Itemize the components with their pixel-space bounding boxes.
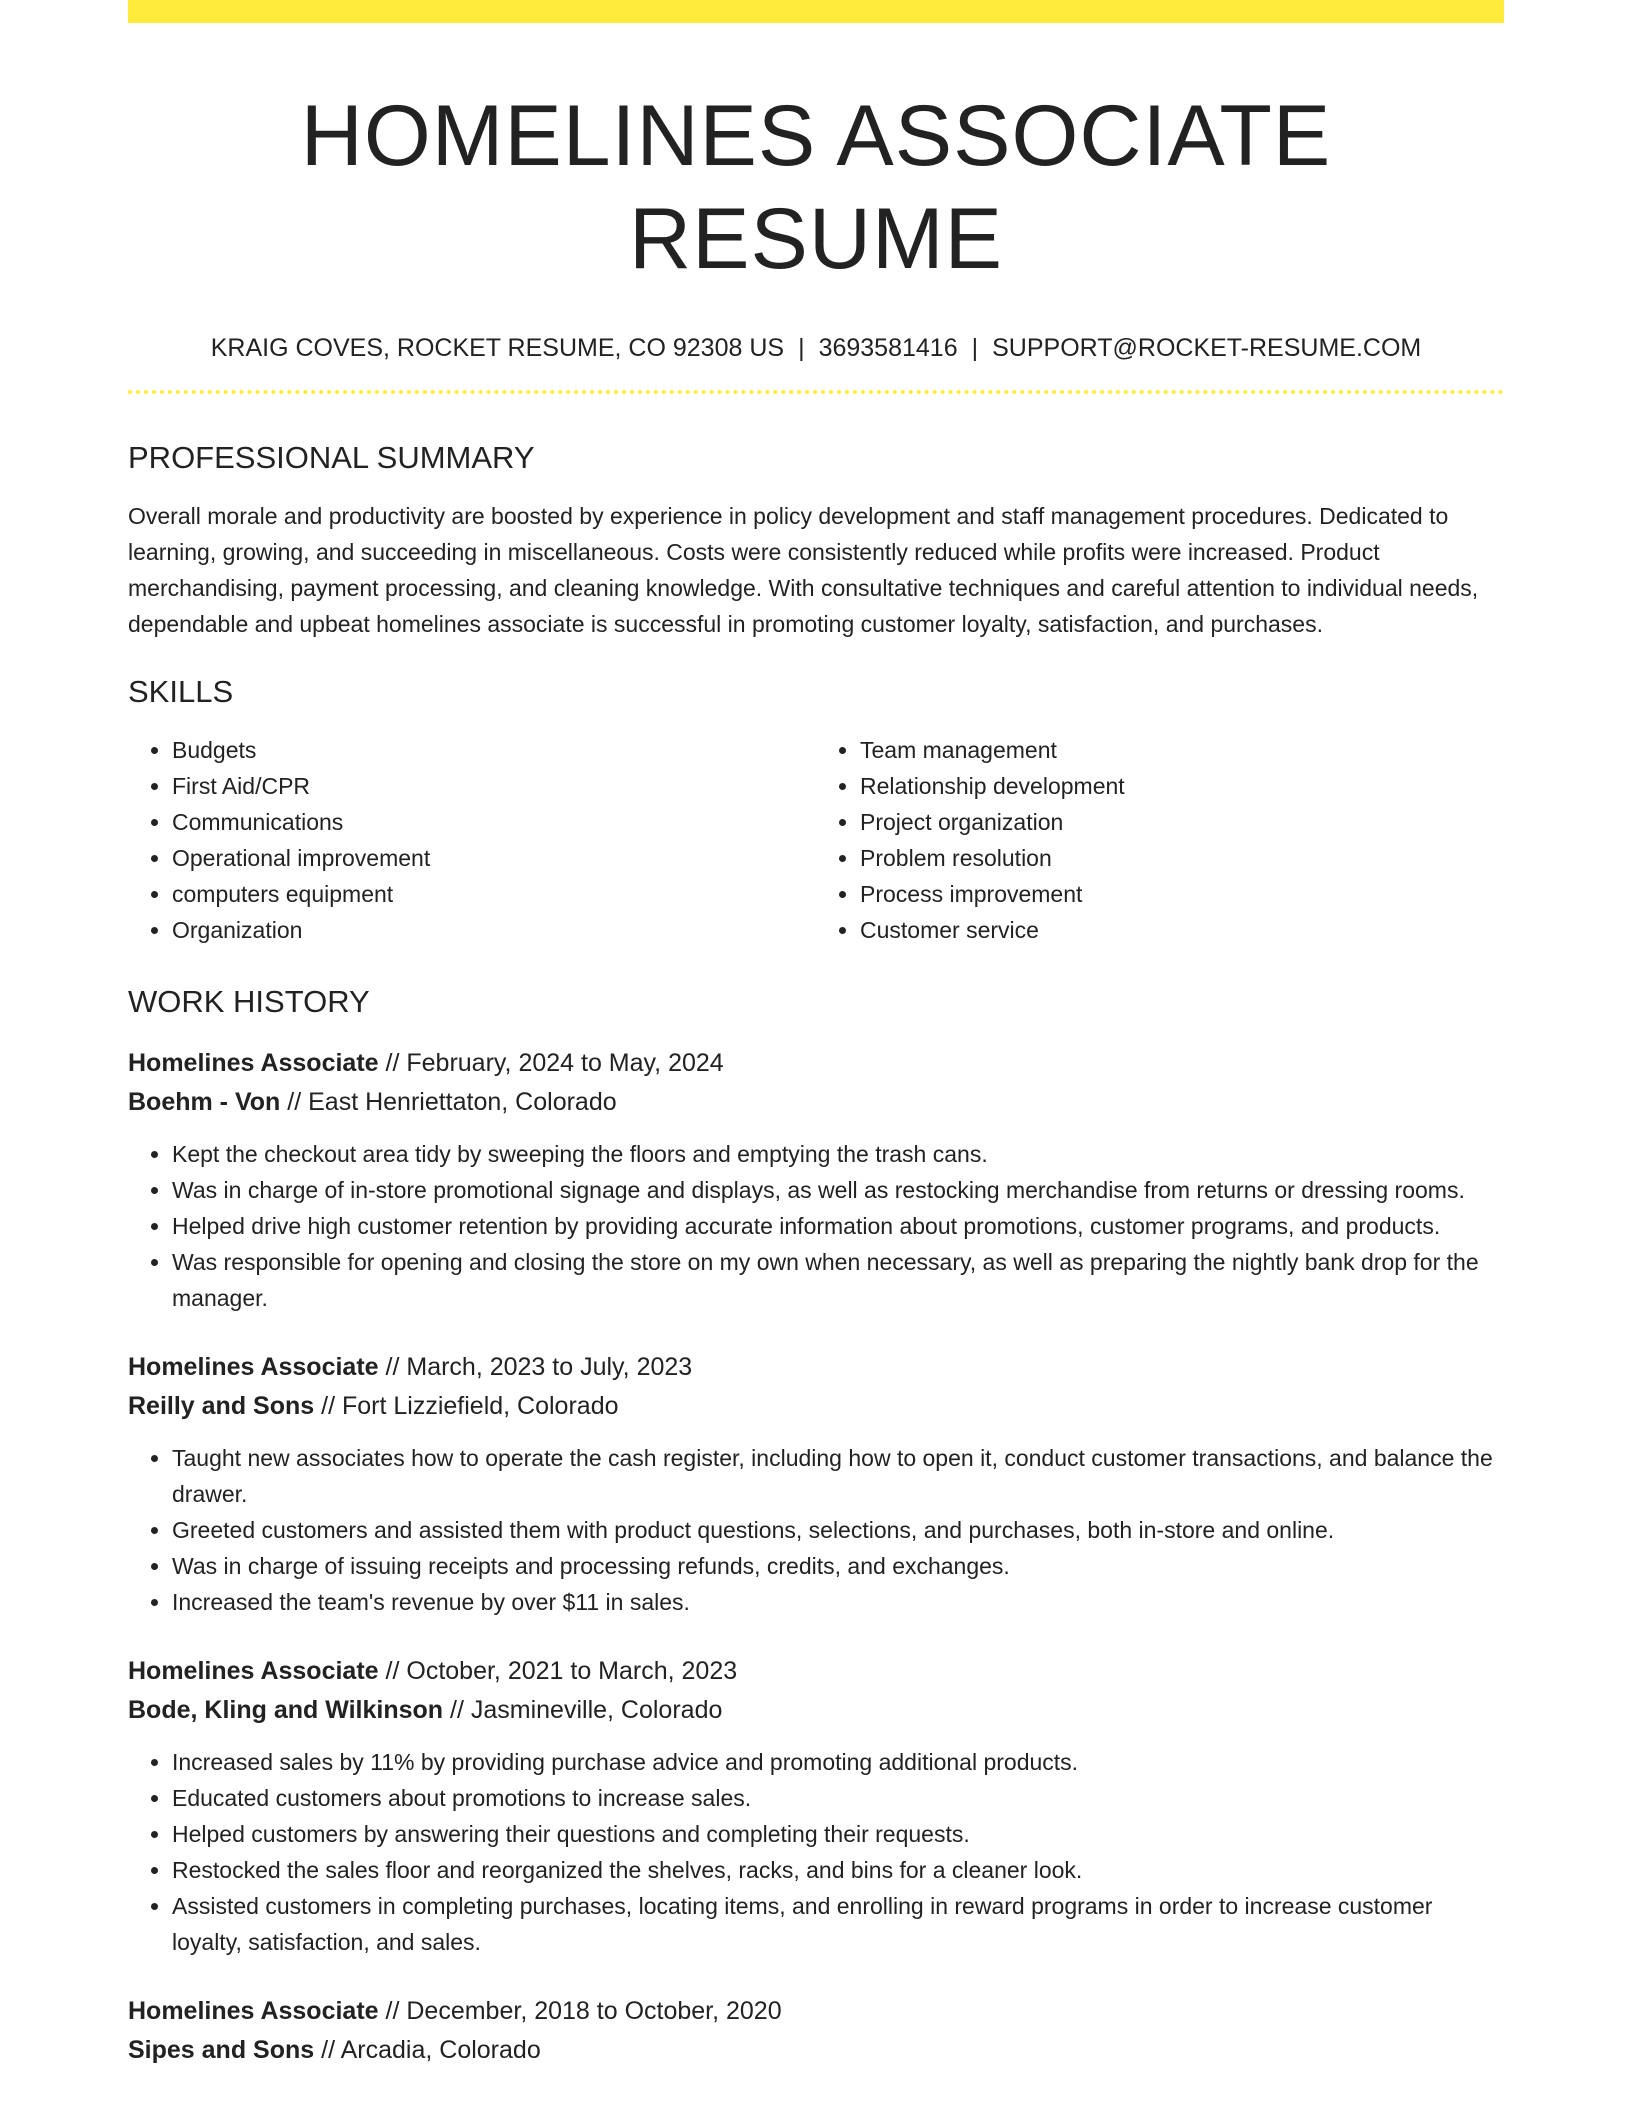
job-bullet: • Kept the checkout area tidy by sweeping the floors and emptying the trash cans. <box>172 1136 1504 1172</box>
job-bullet: • Increased the team's revenue by over $11 in sales. <box>172 1584 1504 1620</box>
summary-text: Overall morale and productivity are boosted by experience in policy development and staff management procedures. Dedicated to learning, growing, and succeeding in miscellaneous. Costs were consistently reduced while profits were increased. Product merchandising, payment processing, and cleaning knowledge. With consultative techniques and careful attention to individual needs, dependable and upbeat homelines associate is successful in promoting customer loyalty, satisfaction, and purchases. <box>128 503 1479 638</box>
job-bullet: • Increased sales by 11% by providing purchase advice and promoting additional products. <box>172 1744 1504 1780</box>
skill-item: • Customer service <box>860 912 1504 948</box>
skills-column-right <box>816 732 1504 948</box>
skill-item: • Operational improvement <box>172 840 816 876</box>
job-divider: // <box>321 2036 336 2065</box>
contact-line <box>128 333 1504 363</box>
skills-heading: SKILLS <box>128 674 234 710</box>
job-bullet: • Taught new associates how to operate the cash register, including how to open it, conduct customer transactions, and balance the drawer. <box>172 1440 1504 1512</box>
job-title-line <box>128 1348 1504 1387</box>
job-divider: // <box>385 1657 400 1686</box>
contact-phone: 3693581416 <box>818 334 958 363</box>
job-divider: // <box>287 1088 302 1117</box>
job-bullet: • Was in charge of issuing receipts and processing refunds, credits, and exchanges. <box>172 1548 1504 1584</box>
skill-item: • First Aid/CPR <box>172 768 816 804</box>
skills-grid <box>128 732 1504 948</box>
job-dates: March, 2023 to July, 2023 <box>406 1353 693 1382</box>
job-divider: // <box>385 1997 400 2026</box>
skill-item: • Project organization <box>860 804 1504 840</box>
job-company-line <box>128 1083 1504 1122</box>
skill-item: • Budgets <box>172 732 816 768</box>
job-bullet: • Was responsible for opening and closing the store on my own when necessary, as well as preparing the nightly bank drop for the manager. <box>172 1244 1504 1316</box>
job-divider: // <box>450 1696 464 1725</box>
summary-heading: PROFESSIONAL SUMMARY <box>128 440 535 476</box>
job-company-line <box>128 2031 1504 2070</box>
job-bullet: • Restocked the sales floor and reorganized the shelves, racks, and bins for a cleaner look. <box>172 1852 1504 1888</box>
job-divider: // <box>321 1392 336 1421</box>
skill-item: • Problem resolution <box>860 840 1504 876</box>
resume-page <box>128 0 1504 2070</box>
job-company: Bode, Kling and Wilkinson <box>128 1696 444 1725</box>
job-bullet: • Greeted customers and assisted them with product questions, selections, and purchases, both in-store and online. <box>172 1512 1504 1548</box>
job-location: Arcadia, Colorado <box>340 2036 541 2065</box>
job-entry <box>128 1992 1504 2070</box>
job-bullet: • Helped drive high customer retention by providing accurate information about promotions, customer programs, and products. <box>172 1208 1504 1244</box>
job-dates: February, 2024 to May, 2024 <box>406 1049 724 1078</box>
resume-title: HOMELINES ASSOCIATE RESUME <box>300 88 1332 288</box>
skill-item: • Team management <box>860 732 1504 768</box>
job-bullet: • Assisted customers in completing purchases, locating items, and enrolling in reward programs in order to increase customer loyalty, satisfaction, and sales. <box>172 1888 1504 1960</box>
job-bullets <box>128 1136 1504 1316</box>
job-entry <box>128 1652 1504 1960</box>
job-title: Homelines Associate <box>128 1353 379 1382</box>
job-bullets <box>128 1440 1504 1620</box>
job-bullet: • Helped customers by answering their questions and completing their requests. <box>172 1816 1504 1852</box>
job-title-line <box>128 1044 1504 1083</box>
contact-email: SUPPORT@ROCKET-RESUME.COM <box>992 334 1422 363</box>
dotted-divider <box>128 390 1504 394</box>
job-title: Homelines Associate <box>128 1049 379 1078</box>
skill-item: • Communications <box>172 804 816 840</box>
job-location: Fort Lizziefield, Colorado <box>341 1392 619 1421</box>
contact-address: KRAIG COVES, ROCKET RESUME, CO 92308 US <box>210 334 785 363</box>
job-dates: October, 2021 to March, 2023 <box>406 1657 738 1686</box>
job-location: East Henriettaton, Colorado <box>308 1088 617 1117</box>
job-divider: // <box>385 1049 400 1078</box>
skill-item: • Process improvement <box>860 876 1504 912</box>
job-bullet: • Was in charge of in-store promotional signage and displays, as well as restocking merchandise from returns or dressing rooms. <box>172 1172 1504 1208</box>
job-divider: // <box>385 1353 400 1382</box>
job-title: Homelines Associate <box>128 1997 379 2026</box>
skill-item: • Organization <box>172 912 816 948</box>
contact-separator: | <box>798 334 805 363</box>
job-company: Sipes and Sons <box>128 2036 315 2065</box>
job-title-line <box>128 1652 1504 1691</box>
job-location: Jasmineville, Colorado <box>470 1696 723 1725</box>
job-company: Reilly and Sons <box>128 1392 315 1421</box>
skill-item: • Relationship development <box>860 768 1504 804</box>
job-title-line <box>128 1992 1504 2031</box>
job-bullets <box>128 1744 1504 1960</box>
job-bullet: • Educated customers about promotions to increase sales. <box>172 1780 1504 1816</box>
skill-item: • computers equipment <box>172 876 816 912</box>
skills-column-left <box>128 732 816 948</box>
job-company-line <box>128 1387 1504 1426</box>
job-entry <box>128 1348 1504 1620</box>
contact-separator: | <box>971 334 979 363</box>
job-entry <box>128 1044 1504 1316</box>
accent-top-bar <box>128 0 1504 23</box>
job-company-line <box>128 1691 1504 1730</box>
job-company: Boehm - Von <box>128 1088 281 1117</box>
job-dates: December, 2018 to October, 2020 <box>406 1997 782 2026</box>
work-history-heading: WORK HISTORY <box>128 984 370 1020</box>
job-title: Homelines Associate <box>128 1657 379 1686</box>
